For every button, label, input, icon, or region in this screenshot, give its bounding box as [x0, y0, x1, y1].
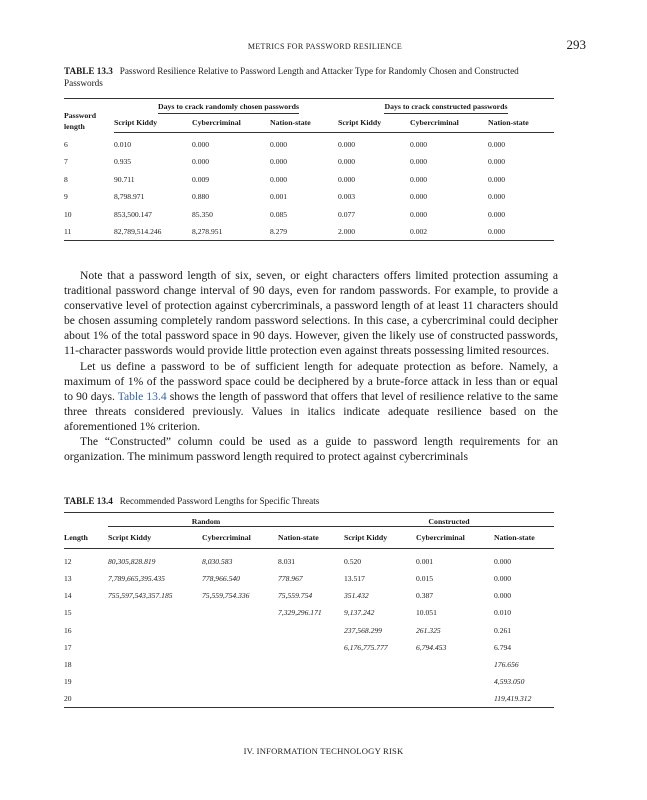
table-cell	[344, 673, 416, 690]
table-cell	[202, 691, 278, 708]
table-cell: 9,137.242	[344, 608, 375, 618]
table-13-4-link[interactable]: Table 13.4	[117, 389, 167, 403]
row-length-cell: 18	[64, 660, 72, 670]
table-cell: 0.077	[338, 210, 356, 220]
body-text	[64, 268, 558, 464]
page-footer: IV. INFORMATION TECHNOLOGY RISK	[243, 746, 404, 756]
table-13-3-caption	[64, 66, 544, 89]
table-cell	[108, 673, 202, 690]
row-length-cell: 19	[64, 677, 72, 687]
paragraph: Let us define a password to be of sufficient length for adequate protection as before. Namely, a maximum of 1% of the password space could be deciphered by a brute-force attack in less than or equal to 90 days. Table 13.4 shows the length of password that offers that level of resilience relative to the same three threats considered previously. Values in italics indicate adequate resilience based on the aforementioned 1% criterion.	[64, 359, 558, 433]
table-cell: 0.000	[192, 157, 210, 167]
table-row	[64, 188, 554, 206]
random-group-header: Random	[108, 513, 344, 527]
table-cell	[202, 621, 278, 638]
column-header: Cybercriminal	[202, 527, 278, 549]
table-cell: 80,305,828.819	[108, 556, 156, 566]
table-cell: 0.009	[192, 174, 210, 184]
page-header	[64, 37, 586, 56]
table-cell	[278, 656, 344, 673]
table-cell: 7,329,296.171	[278, 608, 322, 618]
table-cell: 0.000	[488, 223, 554, 241]
table-cell: 0.000	[410, 140, 428, 150]
table-cell: 778.967	[278, 573, 303, 583]
table-row	[64, 691, 554, 708]
table-cell: 0.000	[488, 210, 506, 220]
row-length-cell: 12	[64, 556, 72, 566]
table-cell: 8,030.583	[202, 556, 233, 566]
column-header: Length	[64, 527, 108, 549]
table-cell: 351.432	[344, 590, 369, 600]
row-length-cell: 11	[64, 223, 114, 241]
table-cell: 10.051	[416, 608, 437, 618]
table-cell: 0.000	[270, 140, 288, 150]
table-cell	[278, 673, 344, 690]
table-cell	[202, 604, 278, 621]
table-row	[64, 673, 554, 690]
table-cell	[108, 621, 202, 638]
table-cell	[108, 639, 202, 656]
row-length-cell: 9	[64, 192, 68, 202]
table-cell: 0.000	[488, 174, 506, 184]
table-cell	[416, 656, 494, 673]
table-cell: 0.000	[338, 157, 356, 167]
column-header: Nation-state	[270, 114, 338, 132]
table-13-4-caption	[64, 496, 544, 508]
table-cell: 0.000	[338, 174, 356, 184]
table-cell: 0.387	[416, 590, 434, 600]
password-length-header: Password length	[64, 99, 114, 133]
table-row	[64, 153, 554, 171]
table-row	[64, 206, 554, 224]
table-cell: 176.656	[494, 660, 519, 670]
table-cell: 0.520	[344, 556, 362, 566]
table-cell: 0.001	[270, 192, 288, 202]
table-cell	[344, 691, 416, 708]
table-row	[64, 223, 554, 241]
row-length-cell: 15	[64, 608, 72, 618]
column-header: Nation-state	[488, 114, 554, 132]
row-length-cell: 13	[64, 573, 72, 583]
row-length-cell: 7	[64, 157, 68, 167]
table-13-3-caption-text: Password Resilience Relative to Password Length and Attacker Type for Randomly Chosen and Constructed Passwords	[64, 66, 519, 88]
table-cell	[202, 639, 278, 656]
column-header: Script Kiddy	[338, 114, 410, 132]
table-cell: 2.000	[338, 223, 410, 241]
page-number: 293	[566, 37, 586, 52]
table-cell: 0.000	[410, 174, 428, 184]
table-cell: 0.000	[192, 140, 210, 150]
row-length-cell: 14	[64, 590, 72, 600]
table-cell: 0.000	[488, 140, 506, 150]
constructed-group-header: Constructed	[344, 513, 554, 527]
table-cell: 0.000	[494, 556, 512, 566]
table-cell: 8.279	[270, 223, 338, 241]
table-cell: 119,419.312	[494, 691, 554, 708]
table-cell: 0.003	[338, 192, 356, 202]
column-header: Cybercriminal	[192, 114, 270, 132]
table-cell	[278, 691, 344, 708]
table-cell: 6,794.453	[416, 642, 447, 652]
table-cell: 90.711	[114, 174, 135, 184]
table-cell: 6.794	[494, 642, 512, 652]
table-row	[64, 604, 554, 621]
table-cell: 853,500.147	[114, 210, 152, 220]
table-row	[64, 570, 554, 587]
paragraph: Note that a password length of six, seven, or eight characters offers limited protection assuming a traditional password change interval of 90 days, even for random passwords. For example, to provide a conservative level of protection against cybercriminals, a password length of at least 11 characters should be chosen assuming completely random password selections. In this case, a cybercriminal could decipher about 1% of the total password space in 90 days. However, given the likely use of constructed passwords, 11-character passwords would provide little protection even against threats possessing limited resources.	[64, 269, 558, 358]
table-cell: 0.000	[270, 157, 288, 167]
table-cell: 0.000	[494, 573, 512, 583]
column-header: Script Kiddy	[108, 527, 202, 549]
table-cell: 0.000	[410, 210, 428, 220]
table-cell: 8,278.951	[192, 223, 270, 241]
table-cell: 261.325	[416, 625, 441, 635]
table-cell: 755,597,543,357.185	[108, 590, 173, 600]
table-cell	[416, 673, 494, 690]
table-cell: 0.000	[494, 590, 512, 600]
table-row	[64, 656, 554, 673]
row-length-cell: 20	[64, 691, 108, 708]
table-cell: 0.000	[488, 192, 506, 202]
table-cell: 0.010	[114, 140, 132, 150]
table-cell: 0.261	[494, 625, 512, 635]
paragraph: The “Constructed” column could be used as a guide to password length requirements for an organization. The minimum password length required to protect against cybercriminals	[64, 435, 558, 464]
table-13-4	[64, 512, 554, 708]
table-cell	[278, 639, 344, 656]
table-cell: 75,559.754	[278, 590, 313, 600]
table-cell: 8,798.971	[114, 192, 145, 202]
table-cell: 7,789,665,395.435	[108, 573, 165, 583]
table-cell: 0.085	[270, 210, 288, 220]
table-cell: 0.000	[488, 157, 506, 167]
table-cell	[202, 673, 278, 690]
random-group-header: Days to crack randomly chosen passwords	[114, 99, 338, 115]
row-length-cell: 10	[64, 210, 72, 220]
table-cell: 0.000	[410, 192, 428, 202]
table-cell	[278, 621, 344, 638]
table-cell	[108, 656, 202, 673]
table-cell: 4,593.050	[494, 677, 525, 687]
row-length-cell: 16	[64, 625, 72, 635]
table-cell: 778,966.540	[202, 573, 240, 583]
table-cell: 6,176,775.777	[344, 642, 388, 652]
table-cell: 82,789,514.246	[114, 223, 192, 241]
table-cell: 237,568.299	[344, 625, 382, 635]
table-cell: 8.031	[278, 556, 296, 566]
table-13-4-caption-text: Recommended Password Lengths for Specific Threats	[119, 496, 320, 506]
table-row	[64, 549, 554, 570]
table-cell: 0.000	[338, 140, 356, 150]
table-cell: 0.880	[192, 192, 210, 202]
table-cell: 0.000	[410, 157, 428, 167]
column-header: Nation-state	[494, 527, 554, 549]
column-header: Nation-state	[278, 527, 344, 549]
constructed-group-header: Days to crack constructed passwords	[338, 99, 554, 115]
running-title: METRICS FOR PASSWORD RESILIENCE	[247, 42, 403, 51]
table-13-3	[64, 98, 554, 241]
column-header: Cybercriminal	[410, 114, 488, 132]
table-cell	[344, 656, 416, 673]
column-header: Cybercriminal	[416, 527, 494, 549]
table-cell: 75,559,754.336	[202, 590, 250, 600]
table-cell: 0.935	[114, 157, 132, 167]
table-13-4-label: TABLE 13.4	[64, 496, 113, 506]
column-header: Script Kiddy	[344, 527, 416, 549]
table-cell: 13.517	[344, 573, 365, 583]
table-row	[64, 132, 554, 153]
column-header: Script Kiddy	[114, 114, 192, 132]
table-13-3-label: TABLE 13.3	[64, 66, 113, 76]
table-row	[64, 587, 554, 604]
table-cell: 0.001	[416, 556, 434, 566]
row-length-cell: 8	[64, 174, 68, 184]
table-row	[64, 171, 554, 189]
table-cell	[202, 656, 278, 673]
table-row	[64, 639, 554, 656]
row-length-cell: 17	[64, 642, 72, 652]
table-cell	[108, 604, 202, 621]
table-cell: 85.350	[192, 210, 213, 220]
table-cell	[416, 691, 494, 708]
table-cell	[108, 691, 202, 708]
table-row	[64, 621, 554, 638]
row-length-cell: 6	[64, 140, 68, 149]
table-cell: 0.002	[410, 223, 488, 241]
table-cell: 0.015	[416, 573, 434, 583]
table-cell: 0.010	[494, 608, 512, 618]
table-cell: 0.000	[270, 174, 288, 184]
